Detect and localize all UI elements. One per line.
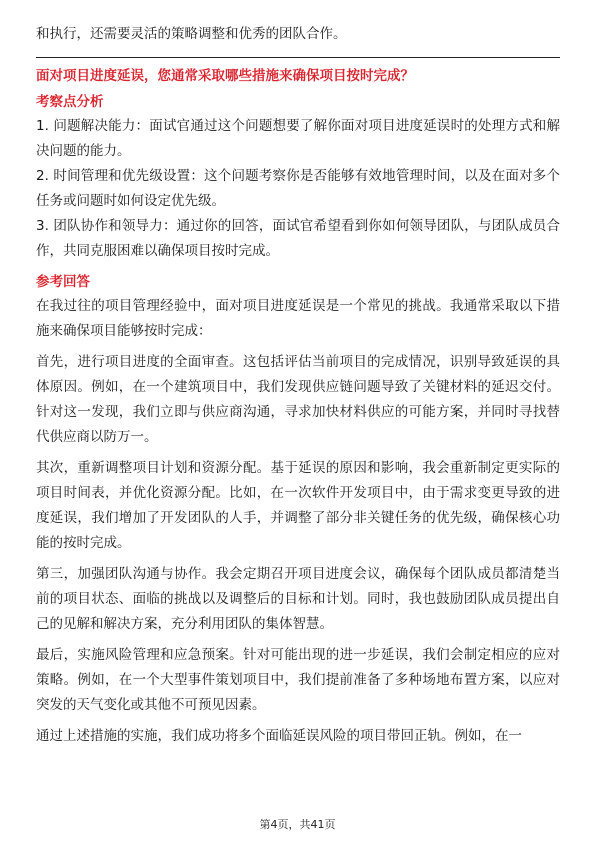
interview-question: 面对项目进度延误，您通常采取哪些措施来确保项目按时完成？ xyxy=(36,68,414,84)
analysis-heading: 考察点分析 xyxy=(36,94,104,110)
answer-paragraph: 在我过往的项目管理经验中，面对项目进度延误是一个常见的挑战。我通常采取以下措施来确保项目能够按时完成： xyxy=(36,298,560,339)
analysis-item: 1. 问题解决能力：面试官通过这个问题想要了解你面对项目进度延误时的处理方式和解决问题的能力。 xyxy=(36,118,560,159)
answer-paragraph: 第三，加强团队沟通与协作。我会定期召开项目进度会议，确保每个团队成员都清楚当前的项目状态、面临的挑战以及调整后的目标和计划。同时，我也鼓励团队成员提出自己的见解和解决方案，充分利用团队的集体智慧。 xyxy=(36,566,560,632)
analysis-item: 2. 时间管理和优先级设置：这个问题考察你是否能够有效地管理时间，以及在面对多个任务或问题时如何设定优先级。 xyxy=(36,168,560,209)
answer-paragraph: 最后，实施风险管理和应急预案。针对可能出现的进一步延误，我们会制定相应的应对策略。例如，在一个大型事件策划项目中，我们提前准备了多种场地布置方案，以应对突发的天气变化或其他不可预见因素。 xyxy=(36,647,560,713)
document-page xyxy=(36,22,560,755)
section-divider xyxy=(36,57,560,58)
answer-heading: 参考回答 xyxy=(36,274,90,290)
analysis-item: 3. 团队协作和领导力：通过你的回答，面试官希望看到你如何领导团队，与团队成员合作，共同克服困难以确保项目按时完成。 xyxy=(36,218,560,259)
answer-paragraph: 首先，进行项目进度的全面审查。这包括评估当前项目的完成情况，识别导致延误的具体原因。例如，在一个建筑项目中，我们发现供应链问题导致了关键材料的延迟交付。针对这一发现，我们立即与供应商沟通，寻求加快材料供应的可能方案，并同时寻找替代供应商以防万一。 xyxy=(36,354,560,445)
answer-paragraph: 其次，重新调整项目计划和资源分配。基于延误的原因和影响，我会重新制定更实际的项目时间表，并优化资源分配。比如，在一次软件开发项目中，由于需求变更导致的进度延误，我们增加了开发团队的人手，并调整了部分非关键任务的优先级，确保核心功能的按时完成。 xyxy=(36,460,560,551)
page-number: 第4页，共41页 xyxy=(259,818,336,831)
continuation-text: 和执行，还需要灵活的策略调整和优秀的团队合作。 xyxy=(36,26,347,42)
answer-paragraph: 通过上述措施的实施，我们成功将多个面临延误风险的项目带回正轨。例如，在一 xyxy=(36,728,522,744)
